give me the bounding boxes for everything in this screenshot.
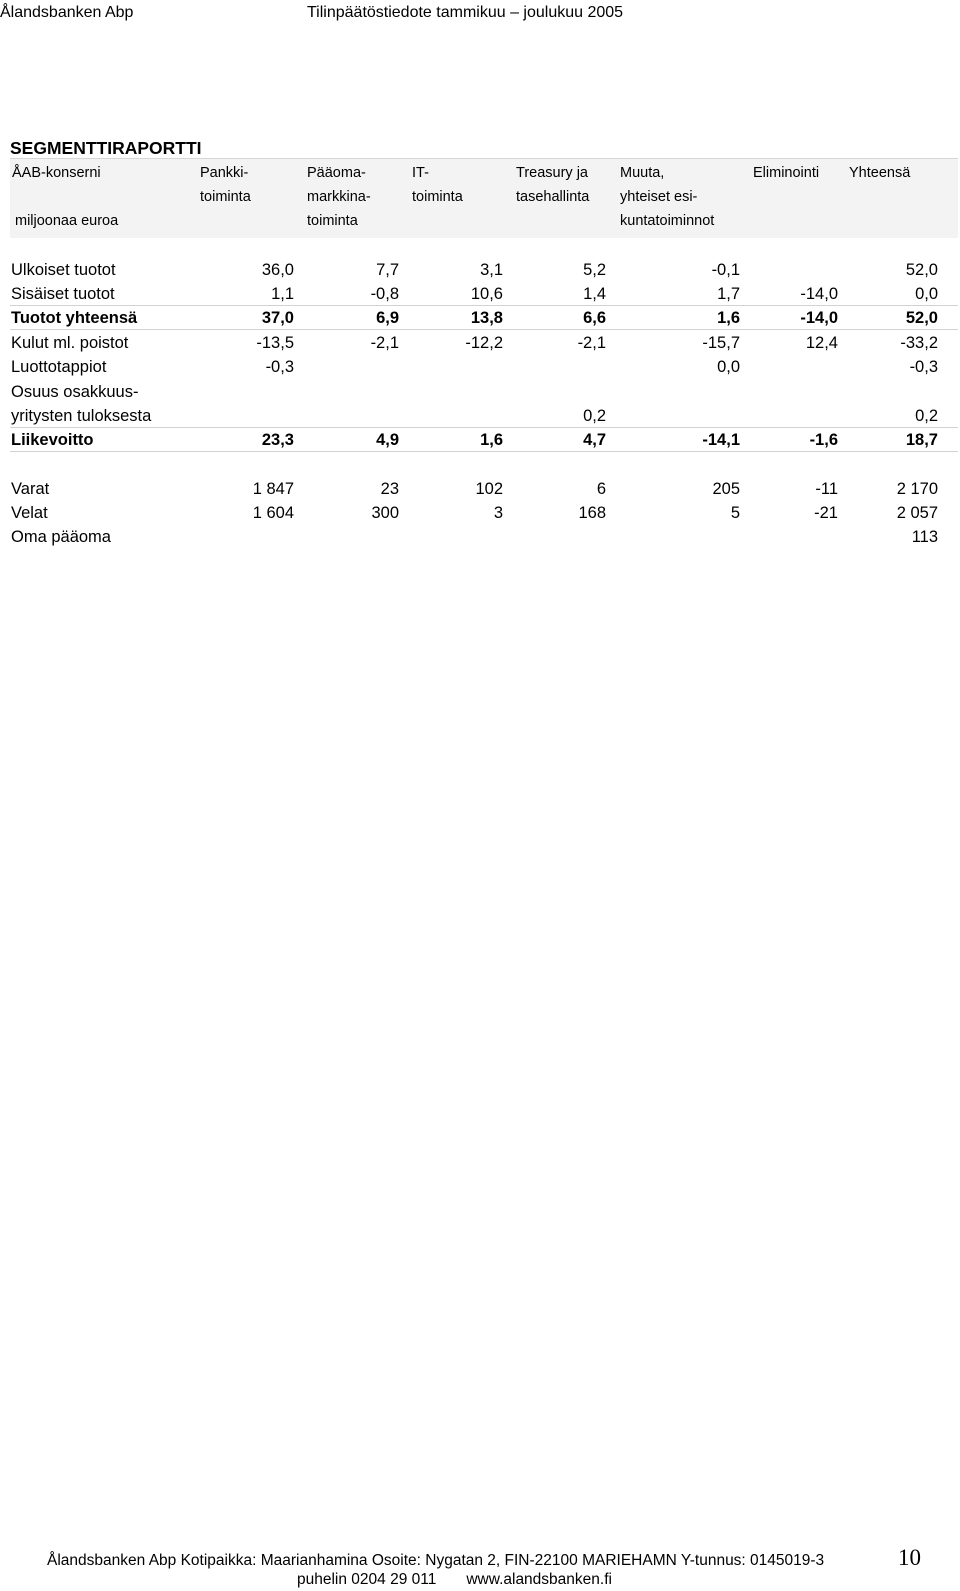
row-label: Kulut ml. poistot: [11, 334, 129, 352]
table-cell: -21: [814, 504, 838, 522]
row-label: Ulkoiset tuotot: [11, 261, 116, 279]
table-cell: 5: [730, 504, 740, 522]
table-cell: -33,2: [900, 334, 938, 352]
table-cell: 5,2: [583, 261, 606, 279]
table-cell: 18,7: [905, 431, 938, 449]
table-cell: 1,1: [271, 285, 294, 303]
table-cell: 3: [493, 504, 503, 522]
table-cell: -14,0: [800, 285, 838, 303]
table-cell: 0,0: [717, 358, 740, 376]
page-number: 10: [898, 1545, 921, 1570]
table-cell: -0,1: [711, 261, 740, 279]
row-label: Oma pääoma: [11, 528, 111, 546]
row-label: Sisäiset tuotot: [11, 285, 115, 303]
table-row: [10, 282, 958, 306]
table-cell: 23,3: [261, 431, 294, 449]
footer-phone: puhelin 0204 29 011: [297, 1571, 437, 1588]
table-cell: -1,6: [809, 431, 838, 449]
table-cell: 7,7: [376, 261, 399, 279]
table-cell: 13,8: [470, 309, 503, 327]
table-cell: 1,4: [583, 285, 606, 303]
table-cell: -2,1: [577, 334, 606, 352]
row-label: Tuotot yhteensä: [11, 309, 138, 327]
col-header-total: Yhteensä: [849, 165, 911, 181]
table-cell: -0,3: [909, 358, 938, 376]
table-row: [10, 428, 958, 452]
row-label: yritysten tuloksesta: [11, 407, 152, 425]
table-row: [10, 258, 958, 282]
table-row: [10, 501, 958, 525]
table-cell: -14,0: [800, 309, 838, 327]
col-header-banking: Pankki- toiminta: [200, 165, 251, 205]
col-header-it: IT- toiminta: [412, 165, 463, 205]
row-label: Velat: [11, 504, 48, 522]
table-cell: 52,0: [905, 309, 938, 327]
table-cell: -11: [815, 480, 838, 498]
table-cell: 23: [380, 480, 399, 498]
table-cell: -12,2: [465, 334, 503, 352]
table-cell: 205: [712, 480, 740, 498]
group-label: ÅAB-konserni: [12, 165, 101, 181]
row-label: Osuus osakkuus-: [11, 383, 139, 401]
table-cell: 4,9: [376, 431, 399, 449]
table-cell: -0,8: [370, 285, 399, 303]
column-header-band: [10, 158, 958, 238]
row-label: Liikevoitto: [11, 431, 94, 449]
col-header-other: Muuta, yhteiset esi- kuntatoiminnot: [620, 165, 715, 229]
col-header-treasury: Treasury ja tasehallinta: [516, 165, 590, 205]
table-cell: 1 604: [252, 504, 294, 522]
table-cell: -0,3: [265, 358, 294, 376]
col-header-eliminations: Eliminointi: [753, 165, 820, 181]
table-cell: -15,7: [702, 334, 740, 352]
table-cell: 6,6: [583, 309, 606, 327]
row-label: Varat: [11, 480, 50, 498]
table-cell: 0,2: [915, 407, 938, 425]
table-cell: 168: [578, 504, 606, 522]
report-title: SEGMENTTIRAPORTTI: [10, 138, 202, 158]
unit-label: miljoonaa euroa: [15, 213, 119, 229]
table-row: [10, 355, 958, 379]
document-header-report: Tilinpäätöstiedote tammikuu – joulukuu 2005: [307, 4, 624, 21]
table-cell: 1 847: [252, 480, 294, 498]
table-cell: 12,4: [805, 334, 838, 352]
table-cell: 4,7: [583, 431, 606, 449]
table-row: [10, 331, 958, 355]
table-row: [10, 477, 958, 501]
table-cell: 0,2: [583, 407, 606, 425]
table-row: [10, 525, 958, 549]
footer-contact: [297, 1571, 612, 1589]
col-header-capital-markets: Pääoma- markkina- toiminta: [307, 165, 371, 229]
table-cell: 300: [371, 504, 399, 522]
table-cell: 6,9: [376, 309, 399, 327]
table-cell: 2 170: [896, 480, 938, 498]
table-cell: 36,0: [261, 261, 294, 279]
table-cell: 0,0: [915, 285, 938, 303]
table-row: [10, 306, 958, 330]
table-cell: 1,6: [480, 431, 503, 449]
table-row: [10, 404, 958, 428]
table-cell: 10,6: [470, 285, 503, 303]
table-cell: -2,1: [370, 334, 399, 352]
footer-web: www.alandsbanken.fi: [466, 1571, 612, 1588]
table-cell: 1,6: [717, 309, 740, 327]
document-header-bank: Ålandsbanken Abp: [0, 4, 134, 21]
table-cell: 1,7: [717, 285, 740, 303]
table-cell: -13,5: [256, 334, 294, 352]
table-cell: 6: [596, 480, 606, 498]
table-cell: 3,1: [480, 261, 503, 279]
table-row: [10, 380, 958, 404]
row-label: Luottotappiot: [11, 358, 107, 376]
table-cell: -14,1: [702, 431, 740, 449]
table-cell: 52,0: [905, 261, 938, 279]
table-cell: 113: [911, 528, 938, 546]
table-cell: 37,0: [261, 309, 294, 327]
table-cell: 2 057: [896, 504, 938, 522]
table-cell: 102: [475, 480, 503, 498]
footer-company-info: Ålandsbanken Abp Kotipaikka: Maarianhamina Osoite: Nygatan 2, FIN-22100 MARIEHAMN Y-tunnus: 0145019-3: [47, 1552, 825, 1569]
